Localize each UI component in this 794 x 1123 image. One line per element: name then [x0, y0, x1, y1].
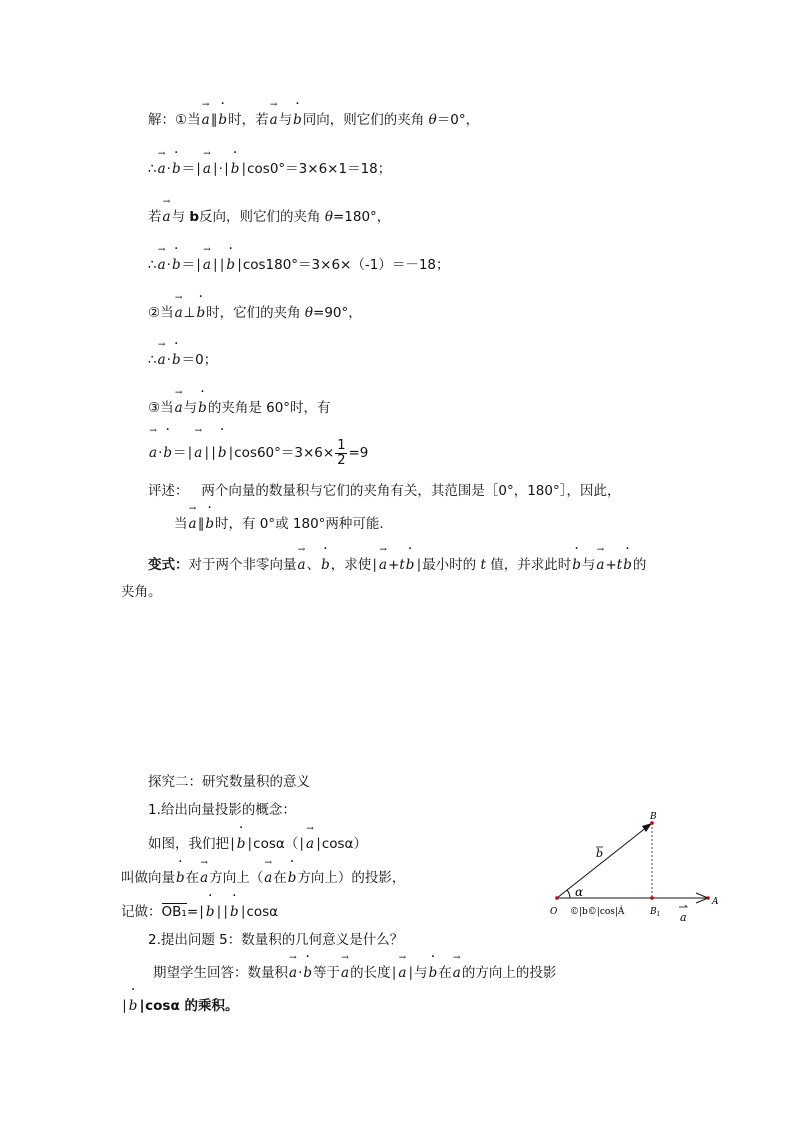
text: ∴	[148, 161, 157, 177]
projection-figure	[540, 808, 730, 928]
text: 期望学生回答：数量积	[153, 965, 288, 981]
text: ∣cosα（∣	[246, 836, 306, 852]
vector-a: → a	[263, 868, 273, 888]
text-line-12	[121, 582, 162, 602]
vector-b: · b	[171, 350, 182, 370]
label-B1	[649, 907, 660, 918]
vector-b: · b	[175, 868, 186, 888]
text: 时，若	[228, 112, 269, 128]
text: ∴	[148, 352, 157, 368]
theta: θ	[428, 112, 437, 128]
text: 如图，我们把∣	[148, 836, 236, 852]
text: ∣∣	[211, 257, 226, 273]
text: ·	[166, 257, 171, 273]
text: =180°，	[332, 209, 391, 225]
theta: θ	[324, 209, 333, 225]
text: ，求使∣	[330, 557, 378, 573]
label-B1-subscript: 1	[656, 911, 661, 918]
var-t: t	[616, 557, 623, 573]
text: ⊥	[183, 305, 196, 321]
label-mid: ©|b©|cos|Á	[570, 907, 625, 917]
text: 解：①当	[148, 112, 201, 128]
vector-a: → a	[269, 110, 279, 130]
label-B: B	[650, 812, 657, 822]
vector-a: → a	[202, 159, 212, 179]
vector-a: → a	[148, 436, 158, 470]
text: 值，并求此时	[485, 557, 572, 573]
vector-b: · b	[292, 110, 303, 130]
var-t: t	[480, 557, 486, 573]
text-line-16	[121, 868, 405, 888]
vector-b-arrowhead	[642, 823, 652, 832]
variant-label: 变式：	[148, 557, 189, 573]
vector-b: · b	[162, 436, 173, 470]
text-line-19	[153, 963, 556, 983]
vector-b: · b	[622, 555, 633, 575]
text: ∥	[197, 516, 205, 532]
text: ·	[166, 352, 171, 368]
text: ∴	[148, 257, 157, 273]
label-a: a	[680, 911, 687, 924]
text: +	[605, 557, 617, 573]
vector-b: · b	[405, 555, 416, 575]
text: ＝∣	[173, 445, 194, 461]
label-b: b	[596, 847, 604, 860]
label-O: O	[550, 907, 558, 917]
text: ∣cos0°＝3×6×1＝18；	[240, 161, 392, 177]
vector-b: · b	[195, 303, 206, 323]
vector-b: · b	[217, 436, 228, 470]
text: ·	[298, 965, 303, 981]
text-line-20	[121, 996, 238, 1016]
text-line-5	[148, 303, 362, 323]
vector-a: → a	[452, 963, 462, 983]
vector-a: → a	[202, 255, 212, 275]
vector-b: · b	[217, 110, 228, 130]
vector-b: · b	[571, 555, 582, 575]
text: 等于	[313, 965, 341, 981]
text-line-6	[148, 350, 217, 370]
text: ∣与	[407, 965, 428, 981]
text: 与	[183, 400, 198, 416]
fraction-one-half	[335, 439, 347, 468]
text: ∣最小时的	[415, 557, 481, 573]
text-line-3	[148, 207, 390, 227]
vector-a: → a	[162, 207, 172, 227]
vector-b: · b	[287, 868, 298, 888]
vector-b: · b	[236, 834, 247, 854]
vector-a: → a	[378, 555, 388, 575]
vector-a: → a	[340, 963, 350, 983]
vector-a: → a	[193, 436, 203, 470]
numerator: 1	[337, 437, 346, 453]
text: 与	[171, 209, 190, 225]
vector-a: → a	[157, 350, 167, 370]
text: 反向，则它们的夹角	[199, 209, 325, 225]
angle-arc	[567, 890, 570, 898]
text: 夹角。	[121, 584, 162, 600]
vector-b: · b	[171, 255, 182, 275]
vector-a: → a	[174, 303, 184, 323]
vector-b: · b	[128, 996, 139, 1016]
label-alpha: α	[575, 885, 584, 899]
vector-b: · b	[205, 902, 216, 922]
point-B1	[650, 896, 654, 900]
segment-ob1: OB₁	[161, 904, 187, 920]
vector-b: · b	[428, 963, 439, 983]
vector-b: · b	[225, 255, 236, 275]
text-line-11	[148, 555, 646, 575]
vector-a: → a	[188, 514, 198, 534]
text: ∣∣	[215, 904, 230, 920]
text: 时，它们的夹角	[206, 305, 305, 321]
bold-b: b	[189, 209, 200, 225]
text-line-17	[121, 902, 278, 922]
text: 对于两个非零向量	[188, 557, 297, 573]
vector-a: → a	[174, 398, 184, 418]
text: ∥	[210, 112, 218, 128]
vector-a: → a	[199, 868, 209, 888]
text: 、	[306, 557, 321, 573]
vector-b: · b	[230, 159, 241, 179]
text: 与	[581, 557, 596, 573]
text: 的乘积。	[179, 998, 239, 1014]
vector-a: → a	[157, 159, 167, 179]
text: ②当	[148, 305, 174, 321]
text: ③当	[148, 400, 174, 416]
var-t: t	[399, 557, 405, 573]
text: =∣	[186, 904, 205, 920]
text: 在	[185, 870, 200, 886]
text: 的长度∣	[350, 965, 398, 981]
text: 当	[174, 516, 188, 532]
text: ∣	[121, 998, 128, 1014]
text: 叫做向量	[121, 870, 175, 886]
vector-b: · b	[171, 159, 182, 179]
text: 时，有 0°或 180°两种可能.	[214, 516, 384, 532]
text: 的夹角是 60°时，有	[207, 400, 331, 416]
point-A	[706, 896, 710, 900]
text: 在	[273, 870, 287, 886]
text-line-15	[148, 834, 367, 854]
text: ∣·∣	[211, 161, 230, 177]
text: 同向，则它们的夹角	[302, 112, 429, 128]
vector-b: · b	[204, 514, 215, 534]
label-A: A	[712, 897, 719, 907]
label-B1-main: B	[650, 907, 657, 917]
text: ∣cosα	[138, 998, 180, 1014]
vector-b: · b	[320, 555, 331, 575]
vector-b: · b	[302, 963, 313, 983]
text-line-14	[148, 800, 296, 820]
text: ∣cos60°＝3×6×	[227, 445, 335, 461]
text: ∣cosα	[239, 904, 279, 920]
text: 的方向上的投影	[461, 965, 557, 981]
text: 2.提出问题 5：数量积的几何意义是什么？	[148, 932, 404, 948]
text: ∣cosα）	[315, 836, 367, 852]
text-line-7	[148, 398, 331, 418]
text: ＝0°，	[436, 112, 480, 128]
vector-b: · b	[197, 398, 208, 418]
text: ·	[158, 445, 163, 461]
vector-b: · b	[229, 902, 240, 922]
vector-b-line	[557, 823, 652, 898]
text: 探究二：研究数量积的意义	[148, 774, 310, 790]
section-heading	[148, 772, 310, 792]
vector-a: → a	[201, 110, 211, 130]
theta: θ	[304, 305, 314, 321]
text: +	[388, 557, 400, 573]
point-O	[555, 896, 559, 900]
text: 与	[278, 112, 293, 128]
text: ＝∣	[181, 257, 202, 273]
text: ＝0；	[181, 352, 218, 368]
text: =9	[348, 445, 369, 461]
text-line-10	[174, 514, 384, 534]
text: 若	[148, 209, 162, 225]
vector-a: → a	[288, 963, 298, 983]
text: 评述： 两个向量的数量积与它们的夹角有关，其范围是［0°，180°］，因此，	[148, 483, 621, 499]
text: ·	[166, 161, 171, 177]
text-line-18	[148, 930, 403, 950]
denominator: 2	[337, 452, 346, 468]
vector-a: → a	[397, 963, 407, 983]
vector-a: → a	[157, 255, 167, 275]
text: 方向上）的投影，	[297, 870, 406, 886]
vector-a: → a	[595, 555, 605, 575]
vector-a: → a	[305, 834, 315, 854]
text-line-4	[148, 255, 450, 275]
text: 1.给出向量投影的概念：	[148, 802, 296, 818]
text-line-1	[148, 110, 479, 130]
text: =90°，	[313, 305, 362, 321]
text: 在	[438, 965, 452, 981]
text: ∣cos180°＝3×6×（-1）＝－18；	[236, 257, 450, 273]
text: 的	[632, 557, 647, 573]
text: ∣∣	[203, 445, 217, 461]
text: ＝∣	[181, 161, 202, 177]
text-line-2	[148, 159, 391, 179]
text: 记做：	[121, 904, 162, 920]
text-line-9	[148, 481, 620, 501]
text: 方向上（	[209, 870, 264, 886]
vector-a: → a	[297, 555, 307, 575]
label-a-arrow	[679, 905, 687, 907]
text-line-8	[148, 436, 368, 470]
